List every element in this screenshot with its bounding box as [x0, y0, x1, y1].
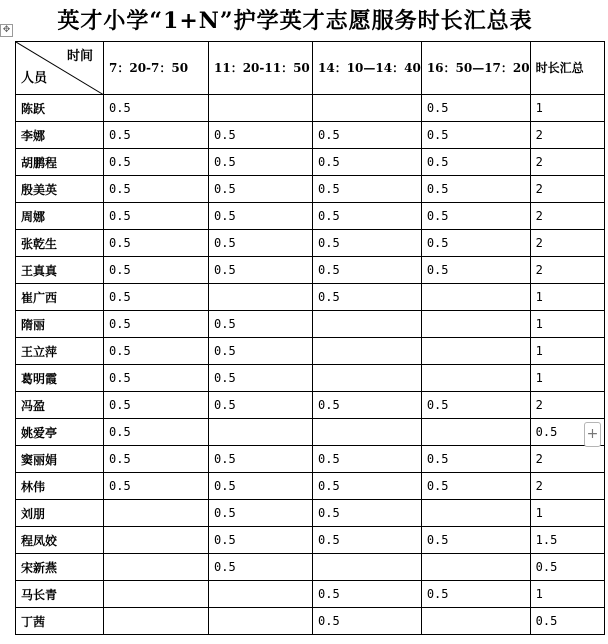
slot-2-cell: 0.5: [209, 527, 313, 554]
slot-4-cell: 0.5: [421, 95, 530, 122]
slot-1-cell: 0.5: [104, 311, 209, 338]
slot-2-cell: [209, 608, 313, 635]
slot-3-cell: 0.5: [313, 230, 422, 257]
total-cell: 2: [530, 176, 604, 203]
page-title: 英才小学“1+N”护学英才志愿服务时长汇总表: [57, 8, 533, 34]
slot-2-cell: 0.5: [209, 473, 313, 500]
slot-4-cell: 0.5: [421, 527, 530, 554]
total-cell: 1: [530, 500, 604, 527]
slot-2-cell: 0.5: [209, 122, 313, 149]
slot-4-cell: 0.5: [421, 122, 530, 149]
total-cell: 1: [530, 284, 604, 311]
slot-2-cell: 0.5: [209, 392, 313, 419]
slot-4-cell: [421, 338, 530, 365]
total-cell: 0.5: [530, 608, 604, 635]
slot-4-cell: 0.5: [421, 149, 530, 176]
slot-4-cell: 0.5: [421, 257, 530, 284]
table-row: [16, 122, 605, 149]
slot-3-cell: 0.5: [313, 149, 422, 176]
table-row: [16, 392, 605, 419]
total-cell: 2: [530, 122, 604, 149]
person-name-cell: 周娜: [16, 203, 104, 230]
column-header-slot-4: 16：50—17：20: [421, 42, 530, 95]
slot-2-cell: [209, 581, 313, 608]
column-header-slot-1: 7：20-7：50: [104, 42, 209, 95]
slot-4-cell: 0.5: [421, 230, 530, 257]
slot-3-cell: [313, 95, 422, 122]
slot-3-cell: 0.5: [313, 527, 422, 554]
header-row: [16, 42, 605, 95]
slot-1-cell: [104, 581, 209, 608]
slot-3-cell: 0.5: [313, 608, 422, 635]
table-row: [16, 608, 605, 635]
corner-label-person: 人员: [21, 71, 48, 86]
person-name-cell: 殷美英: [16, 176, 104, 203]
slot-4-cell: 0.5: [421, 446, 530, 473]
slot-3-cell: [313, 365, 422, 392]
slot-1-cell: 0.5: [104, 176, 209, 203]
slot-3-cell: 0.5: [313, 122, 422, 149]
slot-3-cell: 0.5: [313, 257, 422, 284]
slot-2-cell: 0.5: [209, 446, 313, 473]
table-row: [16, 446, 605, 473]
slot-4-cell: 0.5: [421, 392, 530, 419]
slot-2-cell: 0.5: [209, 203, 313, 230]
total-cell: 1.5: [530, 527, 604, 554]
person-name-cell: 丁茜: [16, 608, 104, 635]
slot-3-cell: 0.5: [313, 203, 422, 230]
total-cell: 2: [530, 446, 604, 473]
person-name-cell: 陈跃: [16, 95, 104, 122]
slot-3-cell: 0.5: [313, 392, 422, 419]
slot-1-cell: 0.5: [104, 365, 209, 392]
total-cell: 2: [530, 149, 604, 176]
person-name-cell: 窦丽娟: [16, 446, 104, 473]
slot-4-cell: [421, 311, 530, 338]
corner-header-cell: [16, 42, 104, 95]
slot-4-cell: [421, 284, 530, 311]
total-cell: 1: [530, 338, 604, 365]
slot-3-cell: [313, 311, 422, 338]
slot-2-cell: 0.5: [209, 554, 313, 581]
slot-3-cell: [313, 338, 422, 365]
person-name-cell: 马长青: [16, 581, 104, 608]
person-name-cell: 张乾生: [16, 230, 104, 257]
volunteer-hours-table: [15, 41, 605, 635]
table-row: [16, 311, 605, 338]
slot-4-cell: [421, 608, 530, 635]
total-cell: 2: [530, 473, 604, 500]
table-row: [16, 176, 605, 203]
slot-2-cell: 0.5: [209, 311, 313, 338]
slot-2-cell: 0.5: [209, 257, 313, 284]
slot-1-cell: [104, 500, 209, 527]
slot-2-cell: 0.5: [209, 338, 313, 365]
person-name-cell: 崔广西: [16, 284, 104, 311]
table-row: [16, 473, 605, 500]
slot-4-cell: 0.5: [421, 203, 530, 230]
slot-1-cell: 0.5: [104, 149, 209, 176]
slot-2-cell: [209, 284, 313, 311]
column-header-slot-2: 11：20-11：50: [209, 42, 313, 95]
slot-1-cell: 0.5: [104, 230, 209, 257]
corner-label-time: 时间: [66, 49, 93, 64]
total-cell: 1: [530, 311, 604, 338]
table-row: [16, 554, 605, 581]
slot-1-cell: 0.5: [104, 419, 209, 446]
total-cell: 1: [530, 95, 604, 122]
slot-3-cell: 0.5: [313, 176, 422, 203]
table-row: [16, 257, 605, 284]
table-row: [16, 149, 605, 176]
table-row: [16, 365, 605, 392]
total-cell: 0.5: [530, 419, 604, 446]
table-row: [16, 527, 605, 554]
slot-4-cell: 0.5: [421, 581, 530, 608]
slot-1-cell: 0.5: [104, 257, 209, 284]
slot-2-cell: 0.5: [209, 230, 313, 257]
add-row-plus-icon[interactable]: +: [584, 422, 601, 447]
slot-1-cell: [104, 608, 209, 635]
person-name-cell: 林伟: [16, 473, 104, 500]
column-header-total: 时长汇总: [530, 42, 604, 95]
slot-1-cell: 0.5: [104, 338, 209, 365]
slot-3-cell: 0.5: [313, 446, 422, 473]
slot-4-cell: [421, 365, 530, 392]
column-header-slot-3: 14：10—14：40: [313, 42, 422, 95]
total-cell: 2: [530, 203, 604, 230]
slot-4-cell: 0.5: [421, 176, 530, 203]
table-row: [16, 581, 605, 608]
table-row: [16, 338, 605, 365]
total-cell: 1: [530, 581, 604, 608]
slot-2-cell: 0.5: [209, 365, 313, 392]
slot-1-cell: 0.5: [104, 203, 209, 230]
total-cell: 2: [530, 230, 604, 257]
slot-3-cell: 0.5: [313, 500, 422, 527]
person-name-cell: 宋新燕: [16, 554, 104, 581]
table-move-handle-icon[interactable]: ✥: [0, 24, 13, 37]
slot-2-cell: [209, 95, 313, 122]
person-name-cell: 刘朋: [16, 500, 104, 527]
slot-4-cell: 0.5: [421, 473, 530, 500]
slot-1-cell: 0.5: [104, 392, 209, 419]
total-cell: 1: [530, 365, 604, 392]
person-name-cell: 王真真: [16, 257, 104, 284]
slot-4-cell: [421, 419, 530, 446]
slot-1-cell: 0.5: [104, 446, 209, 473]
person-name-cell: 葛明霞: [16, 365, 104, 392]
person-name-cell: 姚爱亭: [16, 419, 104, 446]
person-name-cell: 王立萍: [16, 338, 104, 365]
person-name-cell: 冯盈: [16, 392, 104, 419]
slot-1-cell: [104, 554, 209, 581]
slot-1-cell: 0.5: [104, 473, 209, 500]
total-cell: 2: [530, 392, 604, 419]
slot-1-cell: 0.5: [104, 122, 209, 149]
slot-3-cell: 0.5: [313, 581, 422, 608]
slot-3-cell: 0.5: [313, 284, 422, 311]
table-row: [16, 284, 605, 311]
slot-3-cell: [313, 554, 422, 581]
table-row: [16, 203, 605, 230]
table-row: [16, 95, 605, 122]
table-row: [16, 500, 605, 527]
slot-1-cell: 0.5: [104, 284, 209, 311]
total-cell: 0.5: [530, 554, 604, 581]
slot-1-cell: 0.5: [104, 95, 209, 122]
total-cell: 2: [530, 257, 604, 284]
slot-1-cell: [104, 527, 209, 554]
slot-2-cell: 0.5: [209, 500, 313, 527]
table-row: [16, 230, 605, 257]
person-name-cell: 胡鹏程: [16, 149, 104, 176]
slot-3-cell: [313, 419, 422, 446]
table-row: [16, 419, 605, 446]
slot-2-cell: 0.5: [209, 176, 313, 203]
slot-4-cell: [421, 554, 530, 581]
person-name-cell: 程凤姣: [16, 527, 104, 554]
slot-2-cell: [209, 419, 313, 446]
person-name-cell: 李娜: [16, 122, 104, 149]
slot-4-cell: [421, 500, 530, 527]
slot-3-cell: 0.5: [313, 473, 422, 500]
person-name-cell: 隋丽: [16, 311, 104, 338]
slot-2-cell: 0.5: [209, 149, 313, 176]
